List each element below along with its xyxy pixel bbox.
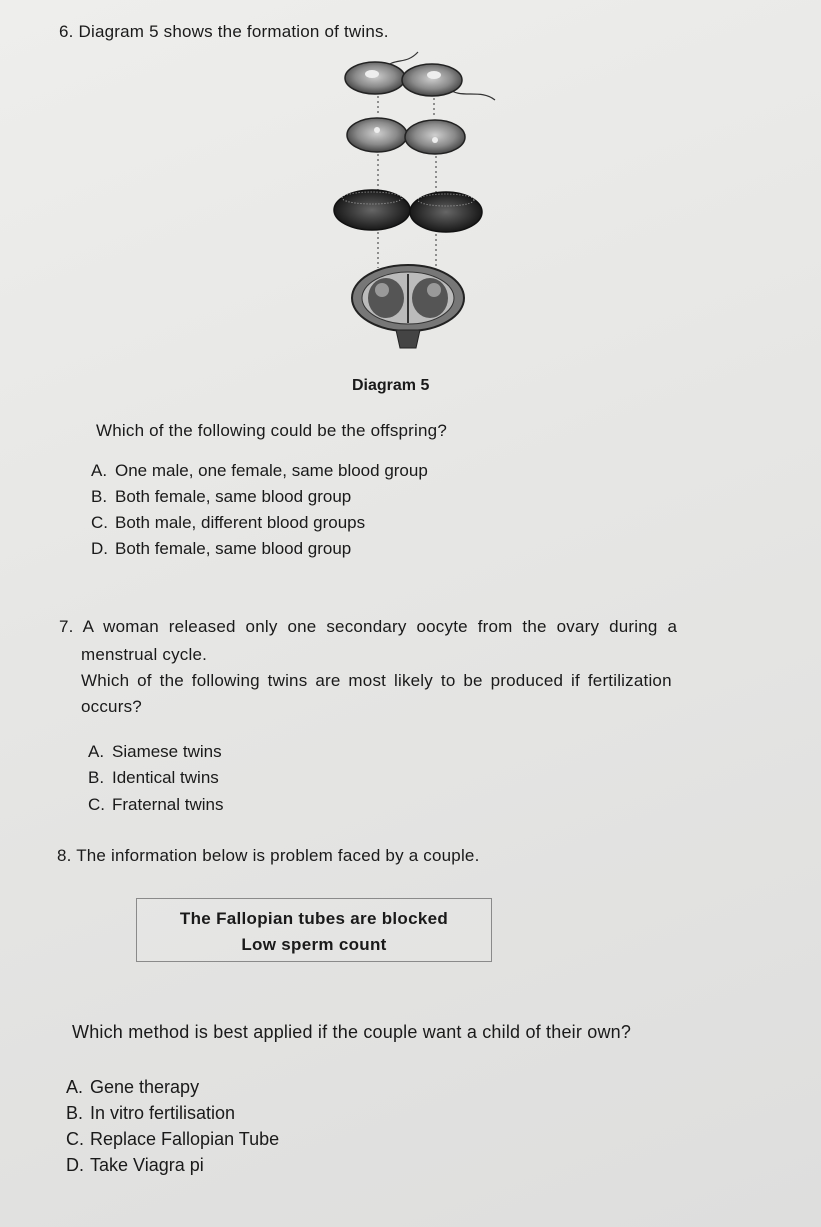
q7-option-a[interactable] — [88, 742, 222, 762]
problem-line-1: The Fallopian tubes are blocked — [179, 909, 449, 928]
q6-option-b[interactable] — [91, 487, 351, 507]
question-7-line-2: menstrual cycle. — [81, 645, 208, 664]
option-letter: D. — [91, 539, 108, 558]
q8-option-a[interactable] — [66, 1077, 199, 1098]
option-letter: A. — [91, 461, 108, 480]
question-7-line-1: 7. A woman released only one secondary oocyte from the ovary during a — [59, 617, 678, 636]
q7-option-b[interactable] — [88, 768, 219, 788]
q8-option-c[interactable] — [66, 1129, 279, 1150]
morula-right — [410, 192, 482, 232]
option-letter: D. — [66, 1155, 84, 1175]
option-letter: B. — [91, 487, 108, 506]
question-8-title: 8. The information below is problem faced by a couple. — [57, 846, 480, 865]
egg-cell-right — [402, 64, 462, 96]
q7-option-c[interactable] — [88, 795, 223, 815]
option-text: Both female, same blood group — [115, 539, 352, 558]
option-text: Gene therapy — [90, 1077, 200, 1097]
morula-left — [334, 190, 410, 230]
q8-option-d[interactable] — [66, 1155, 204, 1176]
option-text: Both female, same blood group — [115, 487, 352, 506]
option-letter: B. — [66, 1103, 84, 1123]
question-7-line-4: occurs? — [81, 697, 142, 716]
option-letter: C. — [91, 513, 108, 532]
q6-option-d[interactable] — [91, 539, 351, 559]
zygote-right — [405, 120, 465, 154]
option-text: Identical twins — [112, 768, 219, 787]
option-letter: A. — [88, 742, 105, 761]
question-6-title: 6. Diagram 5 shows the formation of twins. — [59, 22, 389, 41]
question-6-prompt: Which of the following could be the offspring? — [96, 421, 447, 440]
egg-cell-left — [345, 62, 405, 94]
option-text: Replace Fallopian Tube — [90, 1129, 280, 1149]
question-8-prompt: Which method is best applied if the couple want a child of their own? — [72, 1022, 632, 1042]
option-text: One male, one female, same blood group — [115, 461, 428, 480]
option-letter: B. — [88, 768, 105, 787]
option-text: Both male, different blood groups — [115, 513, 366, 532]
option-text: Siamese twins — [112, 742, 222, 761]
problem-line-2: Low sperm count — [241, 935, 387, 954]
q6-option-c[interactable] — [91, 513, 365, 533]
option-text: In vitro fertilisation — [90, 1103, 236, 1123]
question-7-line-3: Which of the following twins are most likely to be produced if fertilization — [81, 671, 672, 690]
zygote-left — [347, 118, 407, 152]
option-letter: A. — [66, 1077, 84, 1097]
diagram-caption: Diagram 5 — [352, 377, 430, 394]
option-letter: C. — [88, 795, 105, 814]
q8-option-b[interactable] — [66, 1103, 235, 1124]
option-letter: C. — [66, 1129, 84, 1149]
couple-problem-box — [136, 898, 492, 962]
option-text: Take Viagra pi — [90, 1155, 204, 1175]
option-text: Fraternal twins — [112, 795, 224, 814]
twins-formation-diagram — [320, 48, 510, 360]
q6-option-a[interactable] — [91, 461, 428, 481]
uterus-with-twins — [352, 265, 464, 348]
